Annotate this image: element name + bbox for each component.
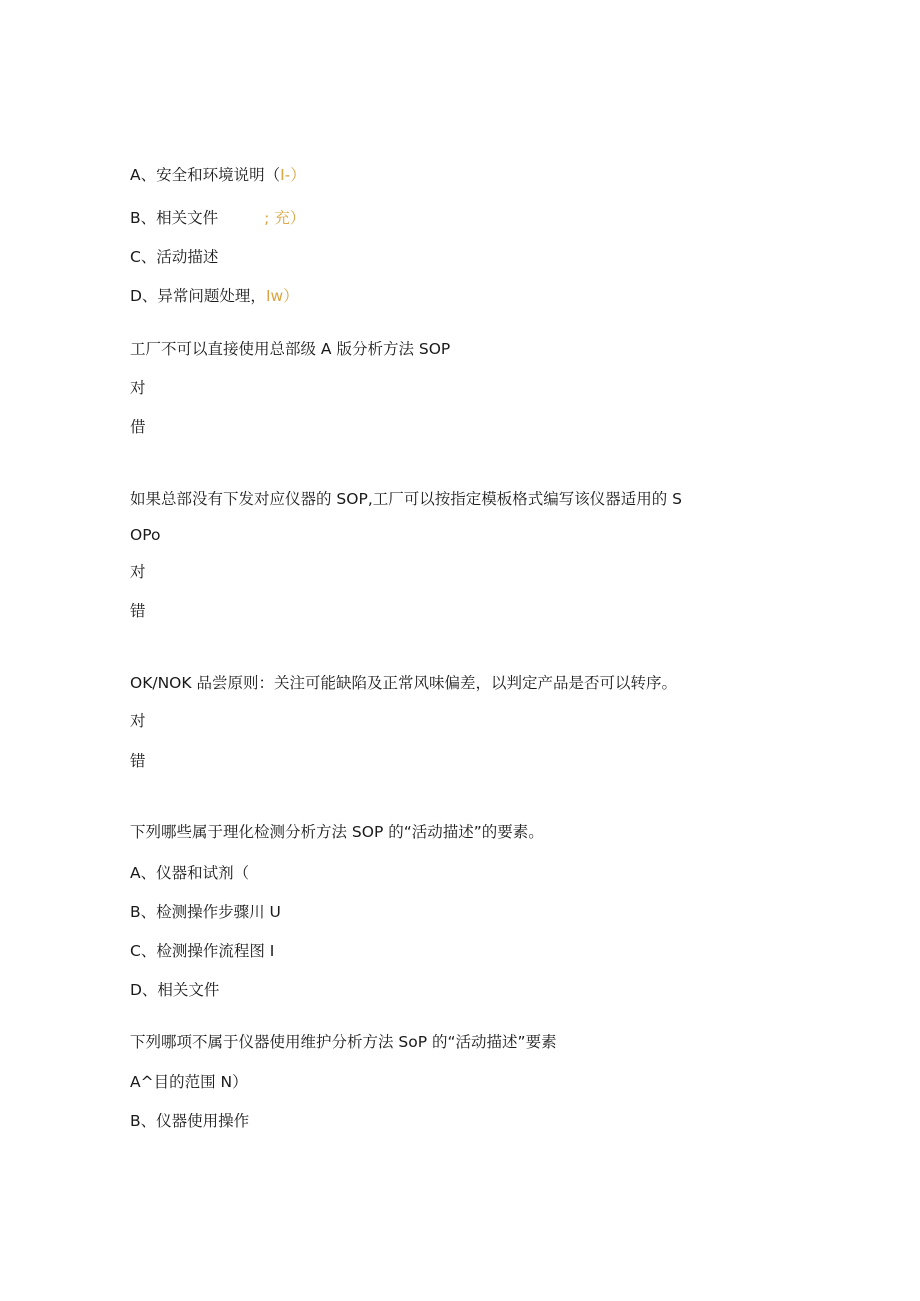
- q0-option-b: [130, 208, 305, 228]
- q0-option-b-text: B、相关文件: [130, 209, 219, 227]
- q0-option-a: [130, 165, 306, 185]
- q4-question: 下列哪些属于理化检测分析方法 SOP 的“活动描述”的要素。: [130, 823, 544, 841]
- q0-option-d: [130, 286, 299, 306]
- q5-question: 下列哪项不属于仪器使用维护分析方法 SoP 的“活动描述”要素: [130, 1033, 557, 1051]
- q4-option-d: D、相关文件: [130, 981, 220, 999]
- q4-option-a: A、仪器和试剂（: [130, 864, 250, 882]
- q1-option-2: 借: [130, 418, 146, 436]
- q3-option-1: 对: [130, 712, 146, 730]
- q1-option-1: 对: [130, 379, 146, 397]
- q3-option-2: 错: [130, 752, 146, 770]
- q0-option-c: C、活动描述: [130, 248, 219, 266]
- q2-question-line1: 如果总部没有下发对应仪器的 SOP,工厂可以按指定模板格式编写该仪器适用的 S: [130, 490, 683, 508]
- q0-option-a-text: A、安全和环境说明（: [130, 166, 281, 184]
- q4-option-c: C、检测操作流程图 I: [130, 942, 275, 960]
- q5-option-a: A^目的范围 N）: [130, 1073, 248, 1091]
- q2-option-1: 对: [130, 563, 146, 581]
- q0-option-b-mark: ; 充）: [264, 209, 306, 227]
- q3-question: OK/NOK 品尝原则：关注可能缺陷及正常风味偏差，以判定产品是否可以转序。: [130, 674, 677, 692]
- q0-option-d-mark: Iw）: [265, 287, 299, 305]
- q1-question: 工厂不可以直接使用总部级 A 版分析方法 SOP: [130, 340, 451, 358]
- q5-option-b: B、仪器使用操作: [130, 1112, 250, 1130]
- q0-option-d-text: D、异常问题处理，: [130, 287, 266, 305]
- q4-option-b: B、检测操作步骤川 U: [130, 903, 281, 921]
- q2-question-line2: OPo: [130, 526, 161, 544]
- q0-option-a-mark: I-）: [280, 166, 306, 184]
- q2-option-2: 错: [130, 602, 146, 620]
